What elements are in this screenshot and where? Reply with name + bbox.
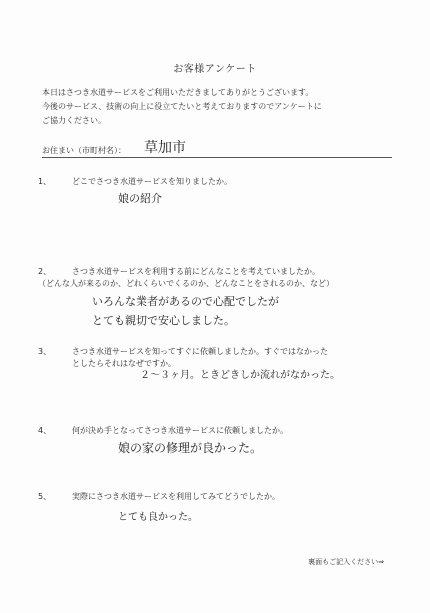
answer-3: ２～３ヶ月。ときどきしか流れがなかった。 (140, 370, 340, 381)
question-text: 何が決め手となってさつき水道サービスに依頼しましたか。 (72, 426, 288, 435)
survey-title: お客様アンケート (173, 64, 257, 75)
question-subtext: としたらそれはなぜですか。 (72, 359, 176, 368)
question-number: 4、 (38, 426, 52, 435)
question-text: さつき水道サービスを知ってすぐに依頼しましたか。すぐではなかった (72, 347, 328, 356)
question-number: 2、 (38, 267, 52, 276)
address-label: お住まい（市町村名）： (42, 146, 126, 155)
answer-4: 娘の家の修理が良かった。 (118, 441, 263, 455)
intro-line: ご協力ください。 (42, 116, 106, 125)
question-text: 実際にさつき水道サービスを利用してみてどうでしたか。 (72, 492, 280, 501)
address-underline (42, 157, 392, 158)
intro-text (42, 86, 392, 128)
question-number: 3、 (38, 347, 52, 356)
question-5 (38, 491, 280, 503)
question-number: 5、 (38, 492, 52, 501)
answer-2-line-2: とても親切で安心しました。 (92, 314, 235, 327)
address-answer: 草加市 (144, 140, 186, 156)
question-2 (38, 266, 334, 290)
question-text: さつき水道サービスを利用する前にどんなことを考えていましたか。 (72, 267, 320, 276)
footer-note: 裏面もご記入ください⇒ (308, 558, 384, 566)
question-text: どこでさつき水道サービスを知りましたか。 (72, 177, 232, 186)
question-1 (38, 176, 232, 188)
question-number: 1、 (38, 177, 52, 186)
answer-1: 娘の紹介 (118, 192, 162, 205)
question-subtext: （どんな人が来るのか、どれくらいでくるのか、どんなことをされるのか、など） (38, 279, 334, 288)
question-3 (38, 346, 328, 370)
answer-2-line-1: いろんな業者があるので心配でしたが (92, 295, 279, 308)
address-row (42, 139, 392, 157)
answer-5: とても良かった。 (118, 512, 198, 523)
question-4 (38, 425, 288, 437)
intro-line: 本日はさつき水道サービスをご利用いただきましてありがとうございます。 (42, 88, 314, 97)
intro-line: 今後のサービス、技術の向上に役立てたいと考えておりますのでアンケートに (42, 102, 322, 111)
